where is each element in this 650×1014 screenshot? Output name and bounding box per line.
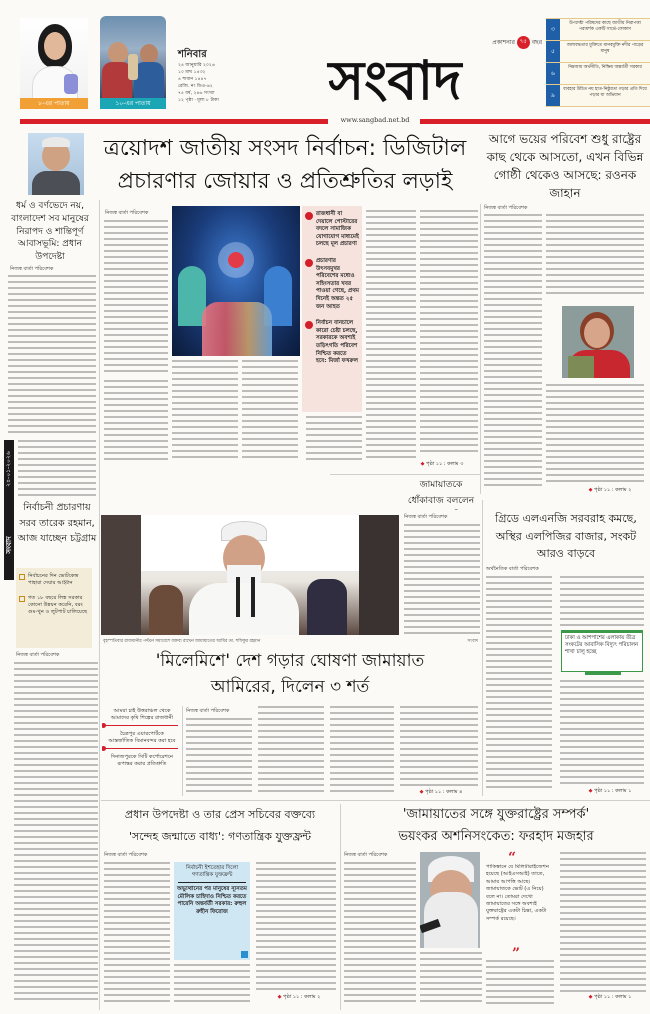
right-top-body-col3 [546, 384, 644, 484]
adviser-headline[interactable] [102, 804, 338, 848]
column-rule [482, 500, 483, 796]
farhad-headline[interactable] [344, 804, 648, 848]
lng-byline: অর্থনৈতিক বার্তা পরিবেশক [486, 566, 539, 572]
continued-icon: ◆ [277, 994, 282, 1000]
lng-continued[interactable] [574, 788, 646, 795]
adviser-body-col2 [174, 964, 250, 1002]
website-link[interactable]: www.sangbad.net.bd [340, 116, 410, 124]
pir-body [404, 524, 480, 636]
date-lines [178, 62, 246, 104]
tarique-byline: নিজস্ব বার্তা পরিবেশক [16, 652, 60, 658]
tarique-bullet-text: গত ১৮ বছরে লিঙ্ক সরকার কোনো উন্নয়ন করেনি, বরং গুম-খুন ও লুটপাট চালিয়েছে [28, 595, 88, 615]
bullet-icon [305, 321, 313, 329]
vertical-flag-date: ২৪-০১-২০২৬ [5, 451, 12, 487]
lng-callout [561, 630, 643, 672]
continued-icon: ◆ [588, 788, 593, 794]
date-line: ১০ মাঘ ১৪৩২ [178, 70, 206, 75]
teaser-label-left[interactable]: ৮-এর পাতায় [20, 98, 88, 109]
column-rule [99, 200, 100, 1010]
farhad-quote: পাকিস্তানে যে মিলিটারাইজেশন হয়েছে (আইএসআই) তাতে, আমার আপত্তি আছে। জামায়াতকে ভোট (এ নিয়ে) বলে না। তোমরা দেখো জামায়াতের সঙ্গে অবশ্যই যুক্তরাষ্ট্রের একটা চিন্তা, একটা সম্পর্ক রয়েছে। [486, 864, 549, 922]
index-item[interactable] [546, 19, 650, 41]
jamaat-pullquote [102, 752, 178, 771]
lead-bullet [302, 253, 362, 315]
jamaat-pullquote [102, 706, 178, 726]
index-box [546, 18, 650, 106]
jamaat-byline: নিজস্ব বার্তা পরিবেশক [186, 708, 230, 714]
jamaat-photo-caption: বৃহস্পতিবার রাজধানীর পল্টনে সমাবেশে বক্তব্য রাখেন জামায়াতের আমির ডা. শফিকুর রহমান [103, 639, 261, 644]
continued-icon: ◆ [420, 461, 425, 467]
checkbox-icon [19, 596, 25, 602]
jamaat-headline-line1[interactable]: 'মিলেমিশে' দেশ গড়ার ঘোষণা জামায়াত [155, 651, 425, 671]
lead-headline-line1[interactable]: ত্রয়োদশ জাতীয় সংসদ নির্বাচন: ডিজিটাল [103, 136, 467, 161]
left-story-body-2 [18, 440, 96, 496]
adviser-body-col3 [256, 862, 336, 990]
jamaat-body-col2 [258, 706, 324, 796]
lead-byline: নিজস্ব বার্তা পরিবেশক [105, 210, 149, 216]
lead-body-col1 [104, 220, 168, 374]
right-top-continued[interactable] [574, 487, 646, 494]
farhad-body-col2 [420, 952, 482, 1002]
tarique-bullet-text: নির্বাচনের দিন ভোটকেন্দ্র পাহারা দেয়ার আহ্বান [28, 573, 79, 586]
lead-body-col4 [242, 360, 298, 460]
farhad-continued-text: পৃষ্ঠা ১১ : কলাম ১ [594, 994, 632, 1000]
farhad-quote-close-icon: ” [512, 946, 521, 958]
adviser-box-text: অভ্যুত্থানের পর মানুষের ন্যূনতম মৌলিক চাহিদাও নিশ্চিত করতে পারেনি অন্তর্বর্তী সরকার: রুহুল রুহীন ফিরোজ [177, 886, 248, 915]
lng-body-col3 [560, 680, 644, 786]
teaser-photo-left[interactable] [20, 18, 88, 98]
index-item[interactable] [546, 41, 650, 63]
farhad-headline-line1[interactable]: 'জামায়াতের সঙ্গে যুক্তরাষ্ট্রের সম্পর্ক' [402, 807, 590, 822]
day-label: শনিবার [178, 49, 207, 60]
jamaat-pullquotes [102, 706, 178, 798]
index-text: ব্যবহার উচিত নয় হাত-নিষ্ঠুরতা গড়ার প্রতি দিয়ে পড়ার যা অভিযান [560, 85, 650, 106]
bullet-dot-icon [102, 723, 106, 728]
jamaat-continued[interactable] [404, 789, 478, 796]
index-text: উপদেষ্টা পরিষদের কাছে জাতীয় নিরাপত্তা পরামর্শক একটি সার্ভে-ফোকাস [560, 19, 650, 40]
farhad-continued[interactable] [574, 994, 646, 1001]
adviser-box [174, 862, 250, 960]
lng-body-col1 [486, 576, 552, 788]
farhad-body-col1 [344, 862, 416, 1002]
jamaat-photo-credit: সংবাদ [467, 639, 478, 644]
continued-icon: ◆ [588, 487, 593, 493]
lng-callout-underline [585, 672, 621, 675]
lead-bullet-text: রাজধানী বা দেয়ালে পোস্টারের বদলে সামাজিক যোগাযোগ মাধ্যমেই চলছে মূল প্রচারণা [316, 211, 359, 248]
anniversary-badge: ৭৫ [517, 36, 530, 49]
farhad-headline-line2[interactable]: ভয়ংকর অশনিসংকেত: ফরহাদ মজহার [398, 829, 594, 844]
teaser-photo-right[interactable] [100, 16, 166, 98]
tarique-body [14, 662, 98, 1002]
farhad-body-col3 [486, 960, 554, 1004]
date-line: রেজি. নং ডিএ-৬২ [178, 84, 213, 89]
teaser-label-right[interactable]: ১০-এর পাতায় [100, 98, 166, 109]
lng-callout-text: ঢাকা ও আশপাশের এলাকায় তীব্র সংকটের আবাসিক বিদ্যুৎ পরিচালন শাখা চালু হচ্ছে [565, 635, 638, 656]
jamaat-body-col4 [400, 706, 478, 786]
column-rule [480, 204, 481, 494]
lead-bullet [302, 315, 362, 370]
right-top-photo[interactable] [562, 306, 634, 378]
date-line: ২৪ জানুয়ারি ২০২৬ [178, 63, 215, 68]
farhad-byline: নিজস্ব বার্তা পরিবেশক [344, 852, 388, 858]
section-rule [101, 800, 650, 801]
red-rule-right [420, 119, 650, 124]
left-story-headline[interactable]: ধর্ম ও বর্ণভেদে নয়, বাংলাদেশ সব মানুষের নিরাপদ ও শান্তিপূর্ণ আবাসভূমি: প্রধান উপদেষ্টা [11, 201, 89, 263]
jamaat-headline[interactable] [101, 648, 479, 700]
index-page-number: ৬ [546, 63, 560, 84]
column-rule [182, 706, 183, 796]
jamaat-continued-text: পৃষ্ঠা ১১ : কলাম ৪ [425, 789, 463, 795]
jamaat-pullquote-text: আমরা চাই উত্তরাঞ্চল থেকে আমাদের কৃষি শিল্পের রাজধানী [110, 708, 174, 721]
lead-body-col5 [306, 416, 362, 460]
lead-body-col3 [172, 360, 238, 460]
masthead-logo[interactable]: সংবাদ [328, 50, 462, 112]
bullet-icon [305, 259, 313, 267]
right-top-byline: নিজস্ব বার্তা পরিবেশক [484, 205, 528, 211]
adviser-box-title: নির্বাচনী ইশতেহার দিলো গণতান্ত্রিক যুক্তফ্রন্ট [178, 862, 246, 883]
farhad-quote-open-icon: “ [508, 850, 517, 862]
pir-byline: নিজস্ব বার্তা পরিবেশক [404, 514, 448, 520]
checkbox-icon [19, 574, 25, 580]
dateline [178, 48, 246, 104]
index-item[interactable] [546, 85, 650, 107]
jamaat-photo[interactable] [101, 515, 399, 635]
pir-headline[interactable]: জামায়াতকে ধোঁকাবাজ বললেন [407, 480, 475, 506]
bullet-icon [305, 212, 313, 220]
index-page-number: ৯ [546, 85, 560, 106]
index-text: জলাবদ্ধতার মুক্তিতে মানবমুক্তি নদীর পাড়ের মানুষ [560, 41, 650, 62]
lead-bullet-text: নির্বাচন বানচালে কারো চেষ্টা চলছে, সরকারকে অবশ্যই তড়িৎগতি পরিবেশ নিশ্চিত করতে হবে: মির্জা ফখরুল [316, 320, 358, 365]
left-story-photo[interactable] [28, 133, 84, 195]
lng-continued-text: পৃষ্ঠা ১১ : কলাম ১ [594, 788, 632, 794]
index-page-number: ৩ [546, 19, 560, 40]
left-story-byline: নিজস্ব বার্তা পরিবেশক [10, 266, 54, 272]
section-rule [330, 474, 480, 475]
date-line: ১২ পৃষ্ঠা · মূল্য ৮ টাকা [178, 98, 219, 103]
right-top-continued-text: পৃষ্ঠা ১১ : কলাম ২ [594, 487, 632, 493]
red-rule-left [20, 119, 328, 124]
jamaat-headline-line2[interactable]: আমিরের, দিলেন ৩ শর্ত [210, 677, 370, 697]
index-text: নিম্নআয় অর্থনীতি, নিষ্ক্রিয় অন্তর্বর্তী সরকার [560, 63, 650, 84]
right-top-body-col2 [546, 214, 644, 296]
right-top-body-col1 [484, 214, 542, 488]
adviser-continued[interactable] [262, 994, 336, 1001]
jamaat-pullquote-text: চৈত্রপুর এয়ারপোর্টকে আন্তর্জাতিক বিমানবন্দর করা হবে [108, 731, 176, 744]
tarique-bullets-box [16, 568, 92, 648]
index-page-number: ৫ [546, 41, 560, 62]
lead-continued[interactable] [406, 461, 478, 468]
jamaat-body-col3 [330, 706, 394, 796]
adviser-box-corner [241, 951, 248, 958]
lng-body-col2 [560, 576, 644, 626]
jamaat-body-col1 [186, 718, 252, 796]
right-top-headline[interactable]: আগে ভয়ের পরিবেশ শুধু রাষ্ট্রের কাছ থেকে আসতো, এখন বিভিন্ন গোষ্ঠী থেকেও আসছে: রওনক জাহান [486, 132, 644, 200]
tagline [430, 36, 542, 50]
index-item[interactable] [546, 63, 650, 85]
tagline-end: বছর [531, 39, 542, 46]
adviser-continued-text: পৃষ্ঠা ১১ : কলাম ২ [283, 994, 321, 1000]
lead-headline[interactable] [96, 132, 474, 198]
lead-body-col6 [366, 210, 416, 460]
adviser-headline-line2[interactable]: 'সন্দেহ জন্মাতে বাধ্য': গণতান্ত্রিক যুক্তফ্রন্ট [128, 830, 312, 843]
vertical-flag [4, 440, 14, 580]
lead-photo[interactable] [172, 206, 300, 356]
adviser-headline-line1[interactable]: প্রধান উপদেষ্টা ও তার প্রেস সচিবের বক্তব্যে [124, 808, 316, 821]
lead-bullets-box [302, 206, 362, 412]
jamaat-pullquote [102, 729, 178, 749]
left-story-body [8, 275, 96, 435]
tarique-headline[interactable]: নির্বাচনী প্রচারণায় সরব তারেক রহমান, আজ যাচ্ছেন চট্টগ্রাম [17, 502, 97, 544]
vertical-flag-name: সংবাদ [5, 536, 13, 554]
bullet-dot-icon [102, 746, 106, 751]
lead-continued-text: পৃষ্ঠা ১১ : কলাম ৩ [426, 461, 464, 467]
column-rule [340, 804, 341, 1010]
lead-bullet-text: প্রচারণার উৎসবমুখর পরিবেশের মধ্যেও সহিংসতার খবর পাওয়া গেছে, প্রথম দিনেই অন্তত ২৫ জন আহত [316, 257, 359, 310]
lead-headline-line2[interactable]: প্রচারণার জোয়ার ও প্রতিশ্রুতির লড়াই [117, 169, 453, 194]
date-line: ৪ শাবান ১৪৪৭ [178, 77, 207, 82]
farhad-body-col4 [560, 852, 646, 992]
adviser-byline: নিজস্ব বার্তা পরিবেশক [104, 852, 148, 858]
lng-headline[interactable]: গ্রিডে এলএনজি সরবরাহ কমছে, অস্থির এলপিজির বাজার, সংকট আরও বাড়বে [495, 512, 637, 560]
date-line: ৭৫ বর্ষ, ২৪৬ সংখ্যা [178, 91, 215, 96]
tagline-text: প্রকাশনার [492, 39, 515, 46]
continued-icon: ◆ [588, 994, 593, 1000]
lead-body-col2 [104, 380, 168, 460]
tarique-bullet [16, 568, 92, 590]
lead-body-col7 [420, 210, 478, 456]
continued-icon: ◆ [419, 789, 424, 795]
lead-bullet [302, 206, 362, 253]
adviser-body-col1 [104, 862, 170, 1002]
jamaat-pullquote-text: দিনাজপুরকে সিটি কর্পোরেশনে রূপান্তর করার প্রতিশ্রুতি [111, 754, 173, 767]
tarique-bullet [16, 590, 92, 619]
farhad-photo[interactable] [420, 852, 480, 948]
